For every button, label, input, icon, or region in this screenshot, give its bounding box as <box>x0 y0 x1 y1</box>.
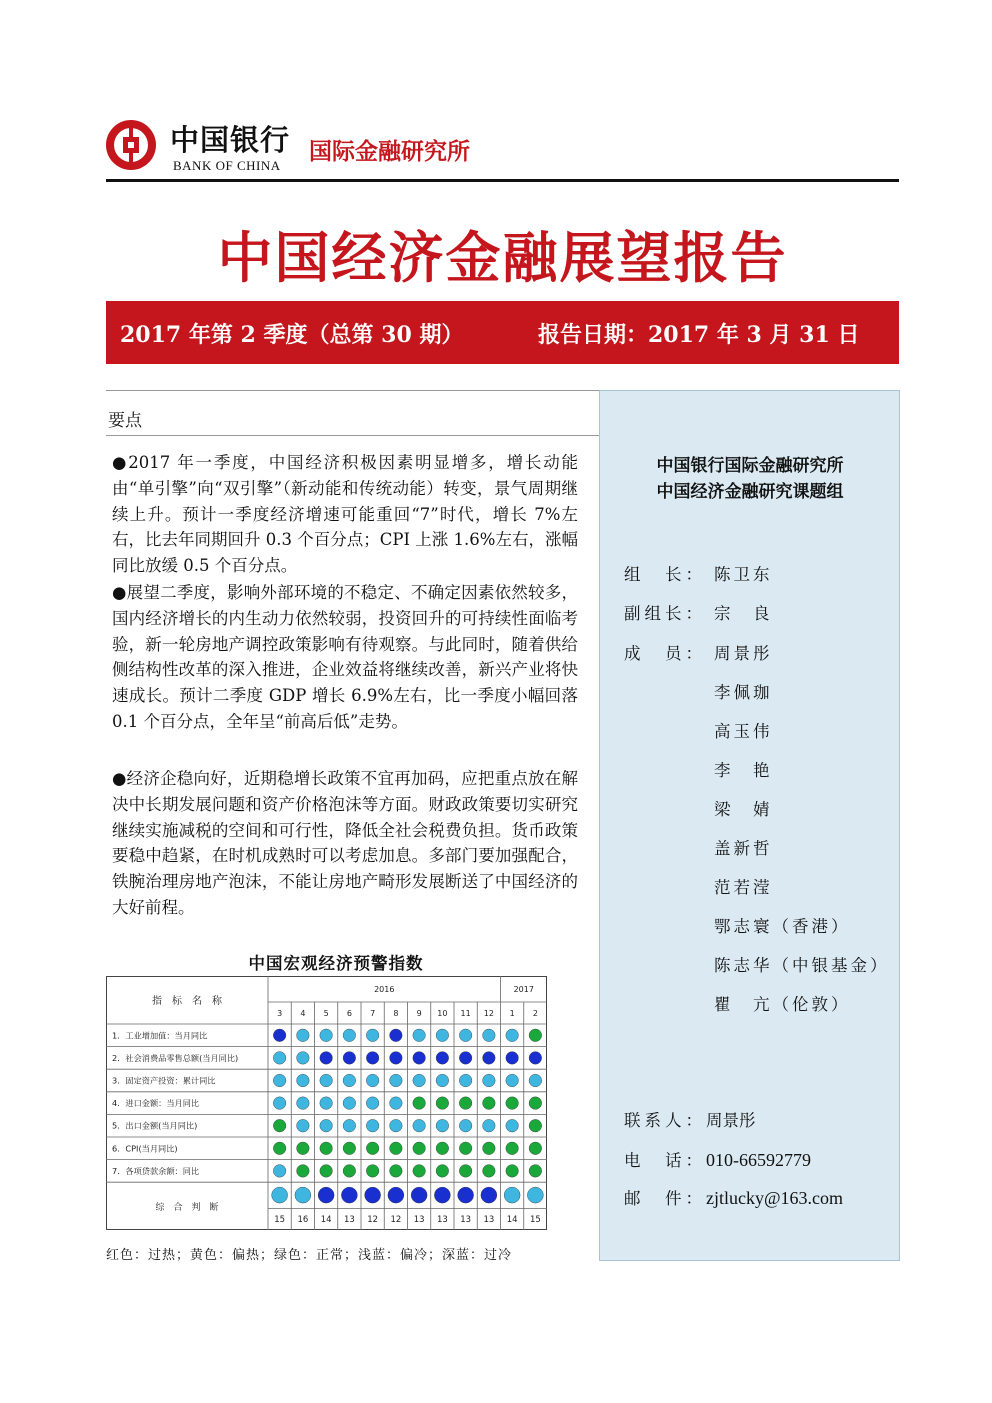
member-name: 鄂志寰（香港） <box>714 917 851 936</box>
warning-dot <box>320 1029 333 1042</box>
warning-dot <box>436 1119 449 1132</box>
warning-dot <box>483 1165 496 1178</box>
warning-dot <box>320 1097 333 1110</box>
composite-score: 13 <box>413 1215 425 1226</box>
warning-dot <box>273 1119 286 1132</box>
warning-dot <box>436 1029 449 1042</box>
member-name: 陈志华（中银基金） <box>714 956 890 975</box>
warning-dot <box>506 1074 519 1087</box>
warning-dot <box>506 1142 519 1155</box>
warning-dot <box>390 1165 403 1178</box>
warning-dot <box>506 1052 519 1065</box>
warning-dot <box>343 1142 356 1155</box>
warning-dot <box>529 1052 542 1065</box>
warning-dot <box>436 1097 449 1110</box>
warning-dot <box>390 1097 403 1110</box>
month-label: 10 <box>437 1009 448 1018</box>
warning-dot <box>366 1074 379 1087</box>
section-divider <box>106 390 600 391</box>
section-divider <box>106 435 600 436</box>
warning-dot <box>483 1052 496 1065</box>
indicator-label: 3．固定资产投资：累计同比 <box>112 1075 216 1086</box>
phone-label: 电 话： <box>624 1151 706 1170</box>
year-label: 2017 <box>513 985 534 994</box>
contact-person-label: 联系人： <box>624 1111 706 1130</box>
indicator-label: 7．各项贷款余额：同比 <box>112 1165 200 1176</box>
warning-dot <box>320 1074 333 1087</box>
composite-label: 综 合 判 断 <box>155 1203 219 1214</box>
bank-logo-icon <box>106 120 156 170</box>
warning-dot <box>297 1029 310 1042</box>
color-legend-note: 红色：过热；黄色：偏热；绿色：正常；浅蓝：偏冷；深蓝：过冷 <box>106 1248 513 1263</box>
composite-score: 13 <box>343 1215 355 1226</box>
header-divider <box>106 179 899 182</box>
composite-score: 14 <box>506 1215 518 1226</box>
composite-dot <box>504 1187 520 1203</box>
warning-dot <box>413 1029 426 1042</box>
warning-dot <box>343 1052 356 1065</box>
warning-dot <box>506 1097 519 1110</box>
composite-dot <box>527 1187 543 1203</box>
warning-dot <box>390 1052 403 1065</box>
month-label: 5 <box>323 1009 329 1018</box>
contact-person-row <box>624 1107 756 1131</box>
warning-dot <box>506 1165 519 1178</box>
key-point-paragraph: ●展望二季度，影响外部环境的不稳定、不确定因素依然较多，国内经济增长的内生动力依然较弱，投资回升的可持续性面临考验，新一轮房地产调控政策影响有待观察。与此同时，随着供给侧结构性改革的深入推进，企业效益将继续改善，新兴产业将快速成长。预计二季度 GDP 增长 6.9%左右，比一季度小幅回落 0.1 个百分点，全年呈“前高后低”走势。 <box>112 583 578 731</box>
indicator-label: 2．社会消费品零售总额(当月同比) <box>112 1052 239 1063</box>
warning-dot <box>483 1029 496 1042</box>
member-name: 李 艳 <box>714 761 773 780</box>
warning-dot <box>413 1142 426 1155</box>
composite-dot <box>365 1187 381 1203</box>
warning-dot <box>366 1142 379 1155</box>
composite-dot <box>295 1187 311 1203</box>
warning-dot <box>273 1029 286 1042</box>
warning-dot <box>297 1142 310 1155</box>
warning-dot <box>273 1074 286 1087</box>
issue-label: 2017 年第 2 季度（总第 30 期） <box>120 322 464 348</box>
warning-dot <box>529 1165 542 1178</box>
warning-dot <box>390 1119 403 1132</box>
month-label: 11 <box>460 1009 471 1018</box>
leader-label: 组 长： <box>624 565 706 584</box>
composite-dot <box>458 1187 474 1203</box>
composite-score: 13 <box>436 1215 448 1226</box>
composite-score: 12 <box>390 1215 402 1226</box>
warning-dot <box>529 1097 542 1110</box>
warning-dot <box>413 1119 426 1132</box>
report-date: 报告日期：2017 年 3 月 31 日 <box>538 322 860 348</box>
warning-dot <box>529 1142 542 1155</box>
warning-index-table <box>106 976 547 1230</box>
month-label: 3 <box>277 1009 283 1018</box>
composite-score: 12 <box>367 1215 379 1226</box>
warning-dot <box>459 1142 472 1155</box>
composite-dot <box>434 1187 450 1203</box>
email-row <box>624 1185 843 1209</box>
report-title: 中国经济金融展望报告 <box>217 226 788 290</box>
deputy-name: 宗 良 <box>714 604 773 623</box>
warning-dot <box>343 1029 356 1042</box>
warning-dot <box>366 1119 379 1132</box>
composite-score: 14 <box>320 1215 332 1226</box>
indicator-label: 1．工业增加值：当月同比 <box>112 1030 208 1041</box>
warning-dot <box>320 1165 333 1178</box>
warning-dot <box>297 1097 310 1110</box>
warning-dot <box>343 1119 356 1132</box>
composite-score: 15 <box>529 1215 541 1226</box>
warning-dot <box>483 1142 496 1155</box>
member-name: 范若滢 <box>714 878 773 897</box>
warning-dot <box>366 1052 379 1065</box>
warning-dot <box>483 1119 496 1132</box>
composite-score: 13 <box>460 1215 472 1226</box>
indicator-label: 5．出口金额(当月同比) <box>112 1120 198 1131</box>
warning-dot <box>273 1142 286 1155</box>
key-point-paragraph: ●2017 年一季度，中国经济积极因素明显增多，增长动能由“单引擎”向“双引擎”（新动能和传统动能）转变，景气周期继续上升。预计一季度经济增速可能重回“7”时代，增长 7%左右，比去年同期回升 0.3 个百分点；CPI 上涨 1.6%左右，涨幅同比放缓 0.5 个百分点。 <box>112 453 578 576</box>
members-label: 成 员： <box>624 644 706 663</box>
leader-name: 陈卫东 <box>714 565 773 584</box>
warning-dot <box>413 1097 426 1110</box>
warning-dot <box>506 1029 519 1042</box>
warning-dot <box>459 1119 472 1132</box>
month-label: 8 <box>393 1009 399 1018</box>
warning-dot <box>390 1074 403 1087</box>
warning-dot <box>529 1029 542 1042</box>
composite-score: 16 <box>297 1215 309 1226</box>
member-name: 高玉伟 <box>714 722 773 741</box>
warning-dot <box>436 1074 449 1087</box>
warning-dot <box>390 1029 403 1042</box>
warning-dot <box>297 1052 310 1065</box>
header-label: 指 标 名 称 <box>152 996 222 1007</box>
composite-dot <box>341 1187 357 1203</box>
team-name: 中国经济金融研究课题组 <box>656 482 844 502</box>
member-name: 梁 婧 <box>714 800 773 819</box>
member-name: 瞿 亢（伦敦） <box>714 995 851 1014</box>
warning-dot <box>483 1097 496 1110</box>
warning-dot <box>297 1119 310 1132</box>
warning-dot <box>436 1142 449 1155</box>
warning-dot <box>297 1074 310 1087</box>
warning-dot <box>459 1052 472 1065</box>
warning-dot <box>529 1119 542 1132</box>
month-label: 2 <box>532 1009 538 1018</box>
warning-dot <box>273 1097 286 1110</box>
warning-dot <box>436 1052 449 1065</box>
warning-dot <box>343 1165 356 1178</box>
month-label: 6 <box>346 1009 352 1018</box>
indicator-label: 6．CPI(当月同比) <box>112 1143 178 1154</box>
email-label: 邮 件： <box>624 1189 706 1208</box>
warning-dot <box>483 1074 496 1087</box>
member-name: 周景彤 <box>714 644 773 663</box>
month-label: 12 <box>483 1009 494 1018</box>
warning-dot <box>297 1165 310 1178</box>
warning-dot <box>273 1052 286 1065</box>
warning-dot <box>366 1097 379 1110</box>
deputy-label: 副组长： <box>624 604 706 623</box>
member-name: 李佩珈 <box>714 683 773 702</box>
month-label: 9 <box>416 1009 422 1018</box>
composite-dot <box>272 1187 288 1203</box>
institute-name: 国际金融研究所 <box>309 139 470 165</box>
warning-dot <box>506 1119 519 1132</box>
composite-dot <box>481 1187 497 1203</box>
contact-person-name: 周景彤 <box>706 1111 756 1130</box>
indicator-label: 4．进口金额：当月同比 <box>112 1098 200 1109</box>
composite-dot <box>318 1187 334 1203</box>
email-address: zjtlucky@163.com <box>706 1188 844 1208</box>
warning-dot <box>459 1029 472 1042</box>
warning-dot <box>459 1074 472 1087</box>
member-name: 盖新哲 <box>714 839 773 858</box>
warning-dot <box>390 1142 403 1155</box>
warning-dot <box>413 1165 426 1178</box>
month-label: 7 <box>370 1009 376 1018</box>
warning-dot <box>320 1142 333 1155</box>
month-label: 1 <box>509 1009 515 1018</box>
warning-dot <box>343 1074 356 1087</box>
warning-dot <box>366 1165 379 1178</box>
key-point-paragraph: ●经济企稳向好，近期稳增长政策不宜再加码，应把重点放在解决中长期发展问题和资产价格泡沫等方面。财政政策要切实研究继续实施减税的空间和可行性，降低全社会税费负担。货币政策要稳中趋紧，在时机成熟时可以考虑加息。多部门要加强配合，铁腕治理房地产泡沫，不能让房地产畸形发展断送了中国经济的大好前程。 <box>112 769 578 917</box>
warning-dot <box>320 1052 333 1065</box>
org-name: 中国银行国际金融研究所 <box>656 456 844 476</box>
phone-number: 010-66592779 <box>706 1150 811 1170</box>
warning-dot <box>459 1097 472 1110</box>
warning-dot <box>413 1074 426 1087</box>
composite-dot <box>388 1187 404 1203</box>
composite-score: 13 <box>483 1215 495 1226</box>
warning-dot <box>320 1119 333 1132</box>
composite-score: 15 <box>274 1215 286 1226</box>
logo-chinese-text: 中国银行 <box>170 123 291 157</box>
warning-dot <box>413 1052 426 1065</box>
composite-dot <box>411 1187 427 1203</box>
warning-dot <box>529 1074 542 1087</box>
chart-title: 中国宏观经济预警指数 <box>248 954 424 973</box>
warning-dot <box>459 1165 472 1178</box>
warning-dot <box>366 1029 379 1042</box>
month-label: 4 <box>300 1009 306 1018</box>
year-label: 2016 <box>374 985 395 994</box>
phone-row <box>624 1147 811 1171</box>
warning-dot <box>343 1097 356 1110</box>
key-points-heading: 要点 <box>108 411 142 431</box>
warning-dot <box>273 1165 286 1178</box>
logo-english-text: BANK OF CHINA <box>173 158 281 173</box>
warning-dot <box>436 1165 449 1178</box>
